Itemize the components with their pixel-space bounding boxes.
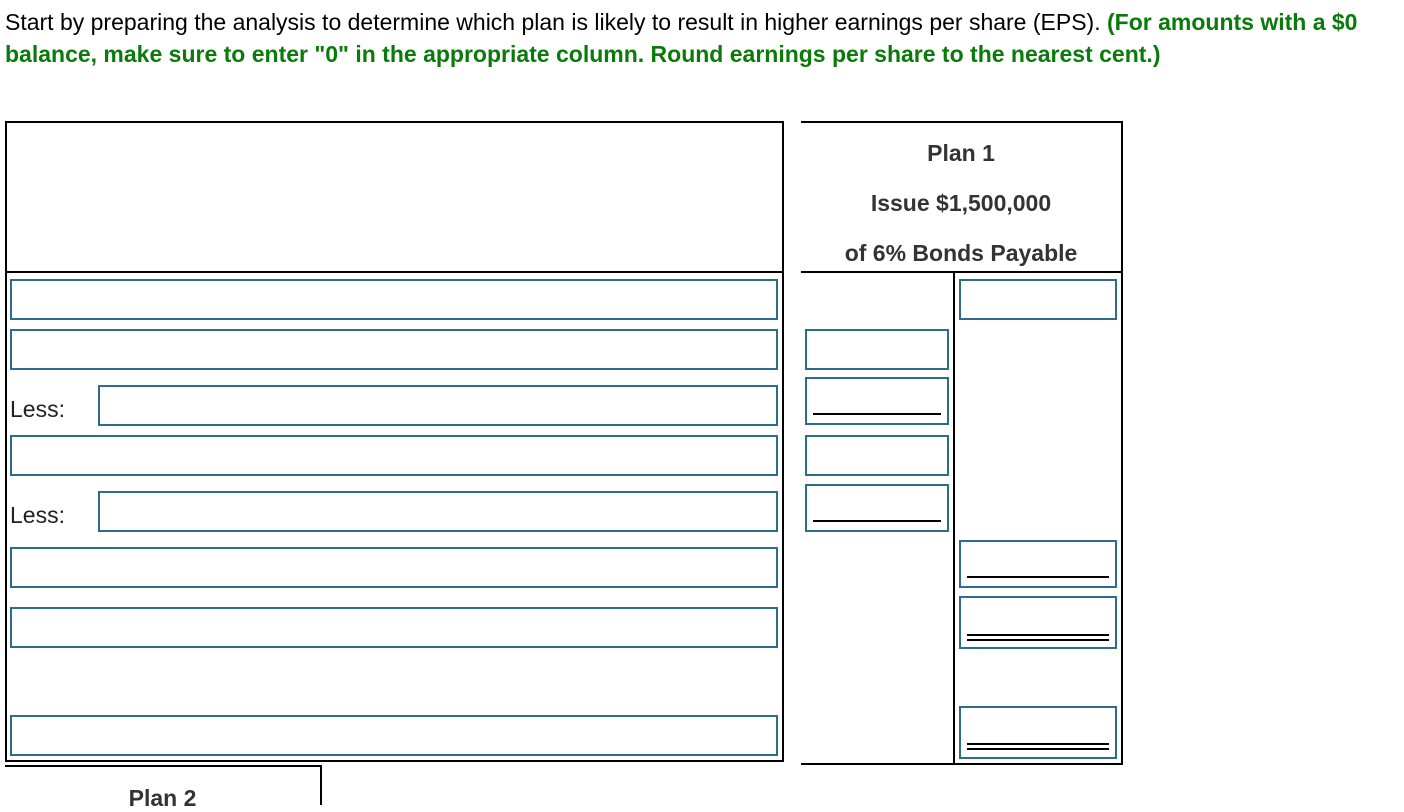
less-label-1: Less: xyxy=(10,396,65,422)
instructions-emphasis: (For amounts with a $0 balance, make sure to enter "0" in the appropriate column. Round earnings per share to the nearest cent.) xyxy=(5,9,1358,67)
plan1-total-input-2[interactable] xyxy=(959,540,1117,588)
plan2-title: Plan 2 xyxy=(128,785,197,811)
plan1-amount-input-3[interactable] xyxy=(805,435,949,476)
plan1-subtitle-issue: Issue $1,500,000 xyxy=(870,190,1052,216)
label-input-row-1[interactable] xyxy=(10,279,778,320)
double-underline-top xyxy=(967,743,1109,745)
plan1-total-input-3[interactable] xyxy=(959,596,1117,649)
double-underline-top xyxy=(967,634,1109,636)
instructions xyxy=(5,6,1395,70)
less-label-2: Less: xyxy=(10,502,65,528)
plan1-eps-input[interactable] xyxy=(959,706,1117,759)
double-underline-bottom xyxy=(967,639,1109,641)
plan2-header xyxy=(5,765,322,811)
label-input-row-4[interactable] xyxy=(10,435,778,476)
label-input-row-2[interactable] xyxy=(10,329,778,370)
instructions-text: Start by preparing the analysis to determine which plan is likely to result in higher earnings per share (EPS). xyxy=(5,9,1101,35)
label-input-row-7[interactable] xyxy=(10,607,778,648)
plan1-amount-input-4[interactable] xyxy=(805,484,949,532)
label-input-row-8[interactable] xyxy=(10,715,778,756)
plan1-amount-input-1[interactable] xyxy=(805,329,949,370)
single-underline xyxy=(813,520,941,522)
plan1-column-divider xyxy=(953,273,955,765)
single-underline xyxy=(967,576,1109,578)
plan1-amount-input-2[interactable] xyxy=(805,377,949,425)
plan1-header xyxy=(801,121,1123,273)
plan1-total-input-1[interactable] xyxy=(959,279,1117,320)
plan1-subtitle-bonds: of 6% Bonds Payable xyxy=(844,240,1078,266)
label-input-row-6[interactable] xyxy=(10,547,778,588)
label-column-header xyxy=(5,121,784,273)
plan1-title: Plan 1 xyxy=(927,140,995,166)
single-underline xyxy=(813,413,941,415)
label-input-row-3[interactable] xyxy=(98,385,778,426)
double-underline-bottom xyxy=(967,748,1109,750)
label-input-row-5[interactable] xyxy=(98,491,778,532)
